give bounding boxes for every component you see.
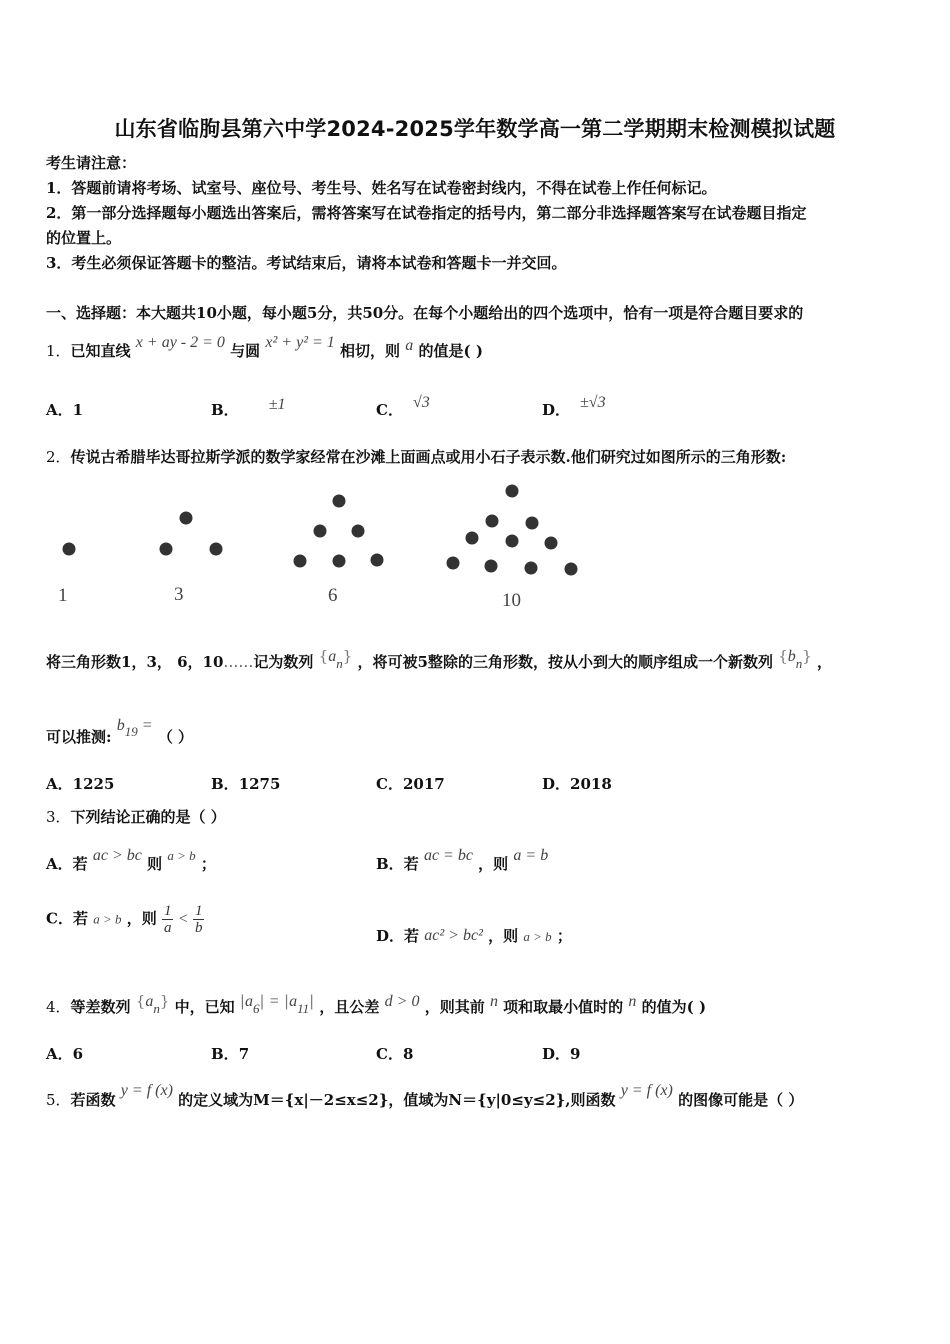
q1-option-a[interactable]: A．1	[46, 401, 84, 419]
dot	[210, 543, 223, 556]
page-title: 山东省临朐县第六中学2024-2025学年数学高一第二学期期末检测模拟试题	[114, 117, 836, 141]
dot	[352, 525, 365, 538]
figure-label: 10	[502, 590, 521, 611]
figure-label: 3	[174, 584, 184, 605]
q4-option-a[interactable]: A．6	[46, 1045, 84, 1063]
q2-option-b[interactable]: B．1275	[211, 775, 281, 793]
q2-option-a[interactable]: A．1225	[46, 775, 115, 793]
q3-option-a[interactable]: A．若 ac > bc 则 a > b ；	[46, 847, 216, 873]
notice-item: 2．第一部分选择题每小题选出答案后，需将答案写在试卷指定的括号内，第二部分非选择题答案写在试卷题目指定	[46, 204, 807, 222]
dot	[371, 554, 384, 567]
q1-text: 已知直线	[70, 342, 131, 360]
dot	[565, 563, 578, 576]
figure-label: 6	[328, 585, 338, 606]
section-heading: 一、选择题：本大题共10小题，每小题5分，共50分。在每个小题给出的四个选项中，恰有一项是符合题目要求的	[46, 304, 804, 322]
question-number: 4．	[46, 998, 71, 1016]
question-number: 5．	[46, 1091, 71, 1109]
dot	[506, 485, 519, 498]
question-1	[46, 334, 483, 361]
sequence-b: b	[787, 648, 796, 665]
dot	[160, 543, 173, 556]
sequence-a: a	[328, 648, 337, 665]
q3-option-c[interactable]: C．若 a > b ，则 $\frac{1}{a}$ < $\frac{1}{b}$	[46, 903, 203, 936]
dot	[333, 495, 346, 508]
dot	[333, 555, 346, 568]
notice-heading: 考生请注意：	[46, 154, 137, 172]
dot	[466, 532, 479, 545]
dot	[526, 517, 539, 530]
question-number: 3．	[46, 808, 71, 826]
dot	[180, 512, 193, 525]
q4-option-b[interactable]: B．7	[211, 1045, 250, 1063]
question-5: 5．若函数 y = f (x) 的定义域为M＝{x|－2≤x≤2}，值域为N＝{y|0≤y≤2},则函数 y = f (x) 的图像可能是（ ）	[46, 1082, 804, 1109]
question-2	[46, 446, 786, 467]
dot	[447, 557, 460, 570]
dot	[485, 560, 498, 573]
q1-option-b[interactable]: B． ±1	[211, 396, 286, 419]
q3-text: 下列结论正确的是（ ）	[70, 808, 226, 826]
question-4: 4．等差数列 $\{a_n\}$ 中，已知 $|a_6| = |a_{11}|$ ，且公差 d > 0 ，则其前 n 项和取最小值时的 n 的值为( )	[46, 992, 707, 1016]
q2-option-d[interactable]: D．2018	[542, 775, 612, 793]
question-number: 2．	[46, 448, 71, 466]
question-3	[46, 806, 226, 827]
q3-option-d[interactable]: D．若 ac² > bc² ，则 a > b ；	[376, 927, 572, 945]
q1-option-d[interactable]: D． ±√3	[542, 394, 606, 419]
dot	[294, 555, 307, 568]
dot	[525, 562, 538, 575]
line-equation: x + ay - 2 = 0	[135, 334, 225, 351]
dot	[314, 525, 327, 538]
q1-text: 相切，则	[340, 342, 401, 360]
q1-text: 与圆	[230, 342, 261, 360]
q1-option-c[interactable]: C． √3	[376, 394, 430, 419]
notice-item: 的位置上。	[46, 229, 122, 247]
variable-a: a	[405, 337, 414, 354]
dot	[486, 515, 499, 528]
q4-option-d[interactable]: D．9	[542, 1045, 581, 1063]
q2-sequence-text: 将三角形数1，3， 6，10……记为数列 $\{a_n\}$ ，将可被5整除的三角形数，按从小到大的顺序组成一个新数列 $\{b_n\}$ ，	[46, 647, 833, 671]
figure-label: 1	[58, 585, 68, 606]
dot	[63, 543, 76, 556]
q2-text: 传说古希腊毕达哥拉斯学派的数学家经常在沙滩上面画点或用小石子表示数.他们研究过如图所示的三角形数:	[70, 448, 787, 466]
notice-item: 1．答题前请将考场、试室号、座位号、考生号、姓名写在试卷密封线内，不得在试卷上作任何标记。	[46, 179, 717, 197]
q2-guess-text: 可以推测: $b_{19}$ = （ ）	[46, 717, 194, 746]
q4-option-c[interactable]: C．8	[376, 1045, 414, 1063]
q2-option-c[interactable]: C．2017	[376, 775, 445, 793]
question-number: 1．	[46, 342, 71, 360]
triangular-numbers-figure	[45, 478, 590, 613]
b19: b	[116, 717, 125, 734]
dot	[545, 537, 558, 550]
circle-equation: x² + y² = 1	[265, 334, 335, 351]
dot	[506, 535, 519, 548]
q1-text: 的值是( )	[418, 342, 483, 360]
q3-option-b[interactable]: B．若 ac = bc ，则 a = b	[376, 847, 549, 873]
notice-item: 3．考生必须保证答题卡的整洁。考试结束后，请将本试卷和答题卡一并交回。	[46, 254, 567, 272]
